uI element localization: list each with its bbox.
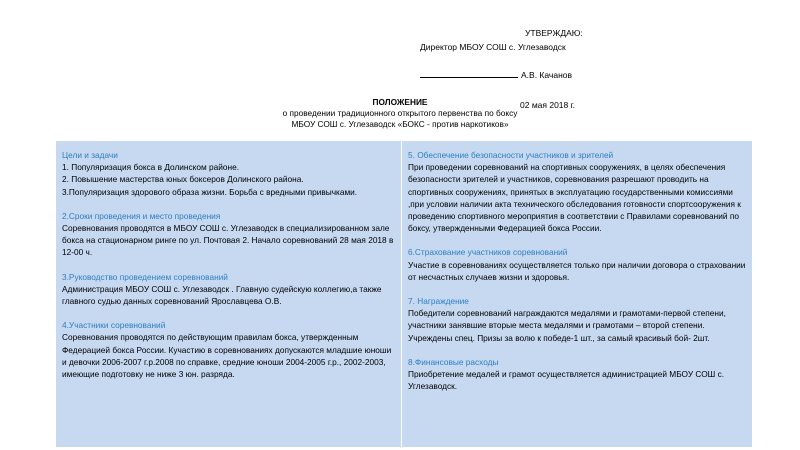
approve-word: УТВЕРЖДАЮ: [525,28,583,38]
section-line: Приобретение медалей и грамот осуществляется администрацией МБОУ СОШ с. Углезаводск. [408,369,725,392]
section-heading: 3.Руководство проведением соревнований [62,271,228,282]
section-heading: 7. Награждение [408,296,469,307]
section-line: При проведении соревнований на спортивных сооружениях, в целях обеспечения безопасности зрителей и участников, соревнования разрешают проводить на спортивных сооружениях, принятых в эксплуатацию государственными комиссиями ,при условии наличии акта технического обследования готовности спортсооружения к проведению спортивного мероприятия в соответствии с Правилами соревнований по боксу, утвержденными Федерацией бокса России. [408,162,741,234]
document-title [0,97,800,130]
section-heading: 5. Обеспечение безопасности участников и зрителей [408,150,614,160]
section-line: Администрация МБОУ СОШ с. Углезаводск . Главную судейскую коллегию,а также главного судью данных соревнований Ярославцева О.В. [62,283,382,307]
title-heading: ПОЛОЖЕНИЕ [372,97,428,107]
title-line-2: МБОУ СОШ с. Углезаводск «БОКС - против наркотиков» [291,119,509,129]
section-heading: 8.Финансовые расходы [408,356,499,367]
section-line: Участие в соревнованиях осуществляется только при наличии договора о страховании от несчастных случаев жизни и здоровья. [408,259,746,282]
content-table [55,140,753,448]
section-line: Соревнования проводятся по действующим правилам бокса, утвержденным Федерацией бокса России. Кучастию в соревнованиях допускаются младшие юноши и девочки 2006-2007 г.р.2008 по справке, средние юноши 2004-2005 г.р., 2002-2003, имеющие подготовку не ниже 3 юн. разряда. [62,332,392,380]
section-line: 3.Популяризация здорового образа жизни. Борьба с вредными привычками. [62,186,358,197]
section-heading: 4.Участники соревнований [62,320,166,331]
signature-line [380,68,640,82]
section-heading: 2.Сроки проведения и место проведения [62,210,221,221]
section-finance [408,356,746,393]
section-heading: Цели и задачи [62,150,118,160]
left-column [56,141,402,447]
section-insurance [408,246,746,283]
title-line-1: о проведении традиционного открытого первенства по боксу [282,108,518,118]
approval-date: 02 мая 2018 г. [520,100,576,110]
director-title: Директор МБОУ СОШ с. Углезаводск [420,42,566,52]
signature-name: А.В. Качанов [521,70,573,80]
right-column [402,141,752,447]
section-line: 2. Повышение мастерства юных боксеров Долинского района. [62,174,304,185]
section-awards [408,295,746,344]
section-dates-place [62,210,395,259]
signature-underline [420,68,518,78]
section-line: Соревнования проводятся в МБОУ СОШ с. Углезаводск в специализированном зале бокса на стационарном ринге по ул. Почтовая 2. Начало соревнований 28 мая 2018 в 12-00 ч. [62,223,394,258]
section-safety [408,149,746,234]
section-goals [62,149,395,198]
section-heading: 6.Страхование участников соревнований [408,247,568,258]
section-management [62,271,395,308]
section-participants [62,319,395,380]
section-line: 1. Популяризация бокса в Долинском районе. [62,162,239,173]
section-line: Победители соревнований награждаются медалями и грамотами-первой степени, участники занявшие вторые места медалями и грамотами – второй степени. Учреждены спец. Призы за волю к победе-1 шт., за самый красивый бой- 2шт. [408,308,726,343]
